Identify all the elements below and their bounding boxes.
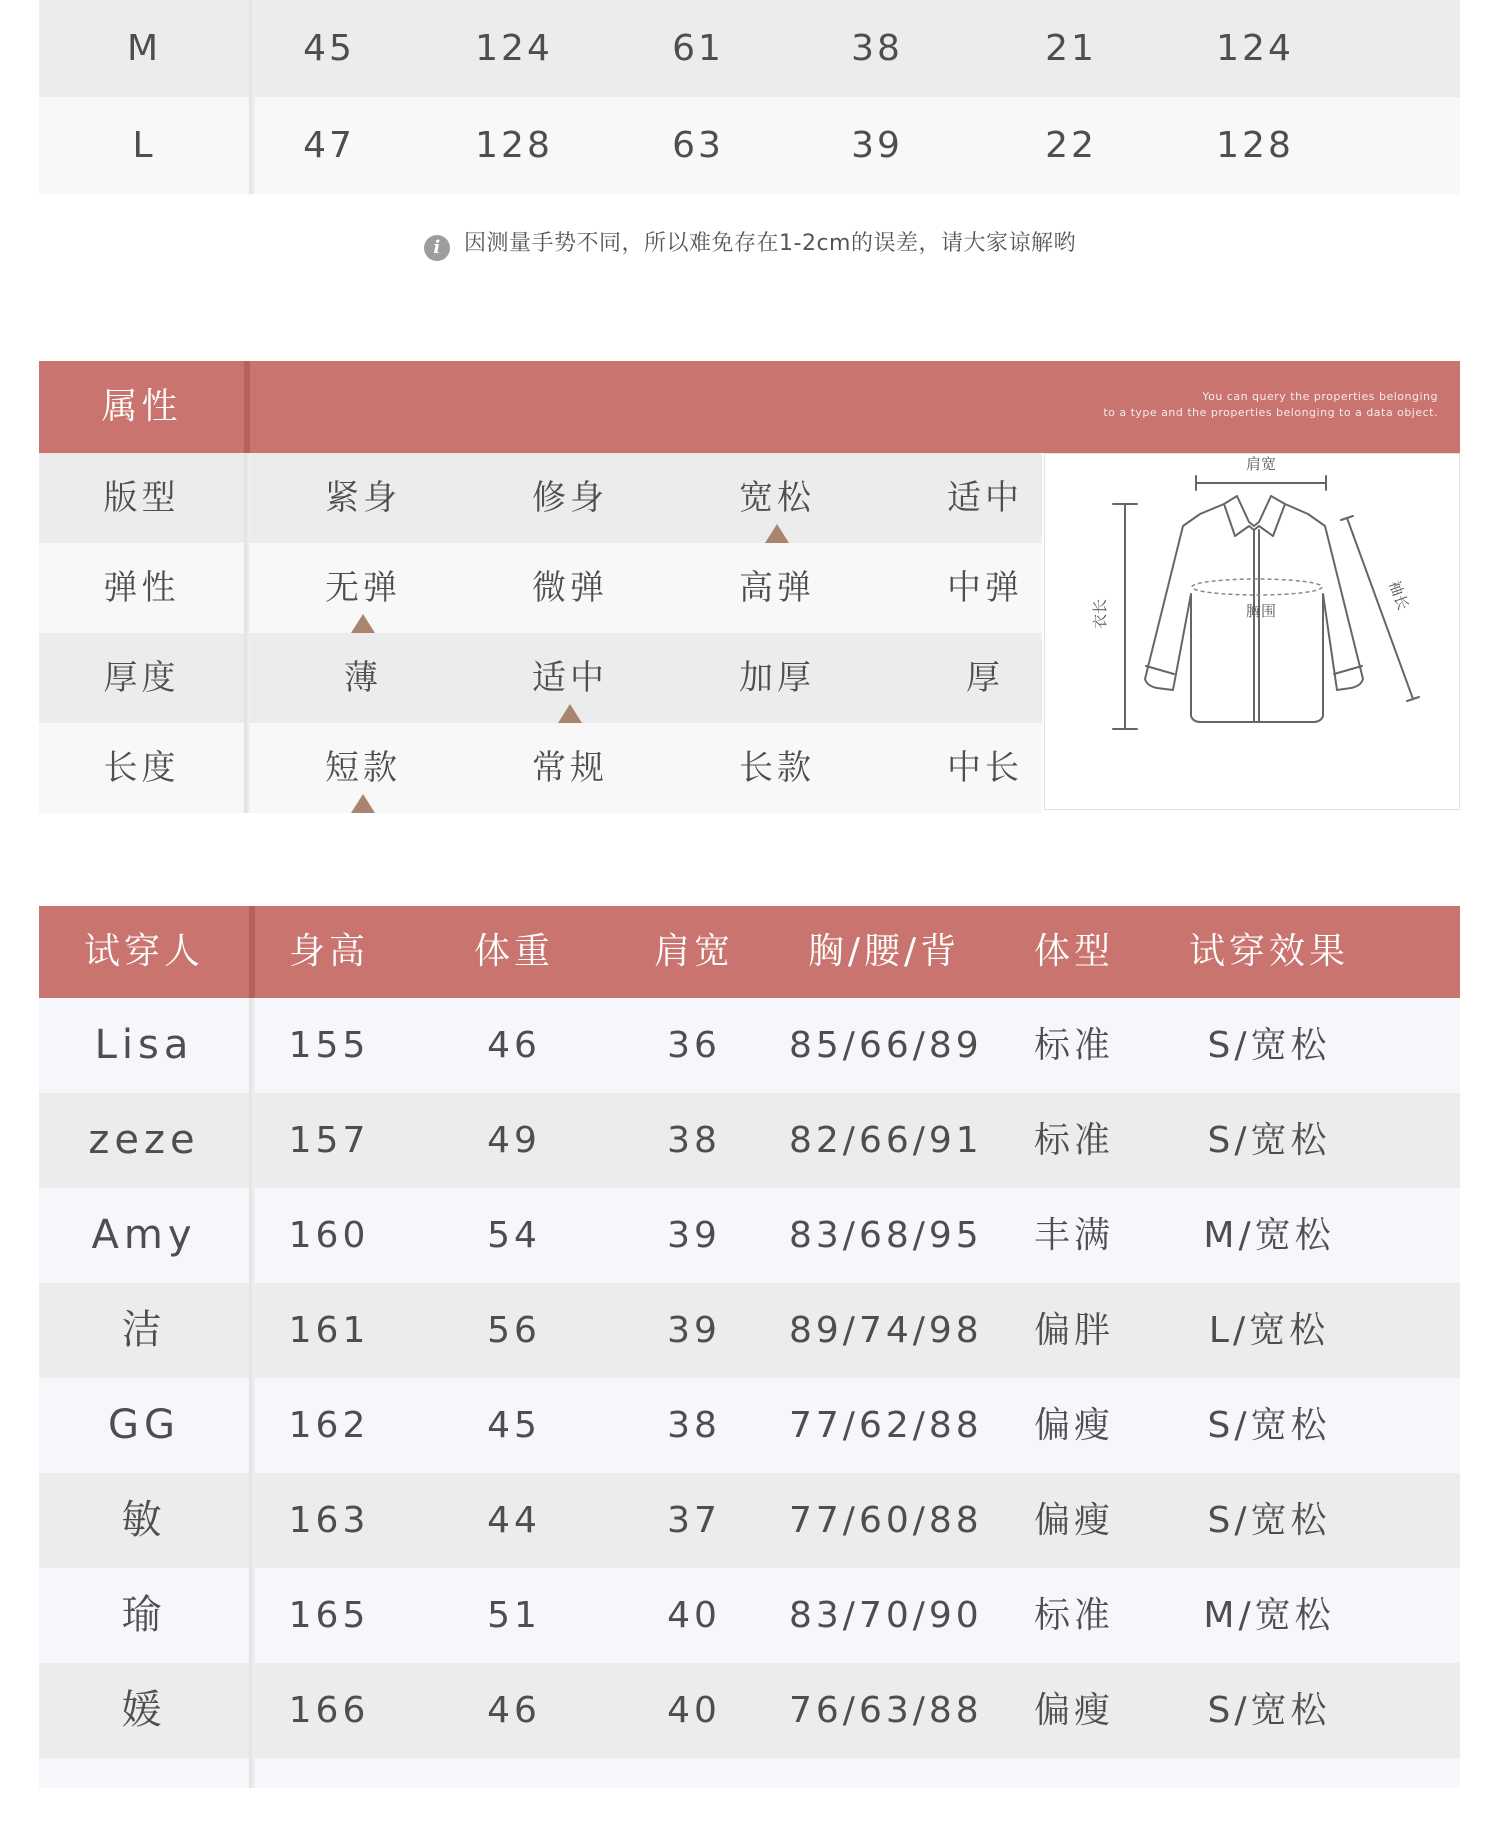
height-value: 161 (288, 1310, 370, 1351)
attribute-option: 紧身 (325, 478, 401, 518)
size-value: 124 (475, 28, 553, 69)
attribute-option: 高弹 (739, 568, 815, 608)
fit-effect-value: S/宽松 (1207, 1025, 1331, 1066)
size-row-m (39, 0, 1460, 97)
table-row (39, 1283, 1460, 1378)
body-type-value: 标准 (1033, 1595, 1114, 1636)
weight-value: 46 (487, 1025, 541, 1066)
tester-name: 洁 (121, 1307, 167, 1353)
shoulder-value: 39 (667, 1215, 721, 1256)
size-value: 63 (672, 125, 724, 166)
tester-name: Lisa (94, 1022, 194, 1068)
column-divider (249, 1283, 255, 1378)
shoulder-value: 40 (667, 1595, 721, 1636)
shoulder-value: 36 (667, 1025, 721, 1066)
column-divider (249, 97, 255, 194)
shoulder-value: 38 (667, 1120, 721, 1161)
fitting-header (39, 906, 1460, 998)
size-value: 128 (1216, 125, 1294, 166)
column-divider (244, 361, 250, 453)
weight-value: 46 (487, 1690, 541, 1731)
height-value: 162 (288, 1405, 370, 1446)
body-type-value: 偏胖 (1033, 1310, 1114, 1351)
size-table (39, 0, 1460, 195)
attribute-row-elasticity (39, 543, 1042, 633)
weight-value: 45 (487, 1405, 541, 1446)
info-icon: i (424, 235, 450, 261)
column-divider (249, 906, 255, 998)
attribute-option: 短款 (325, 748, 401, 788)
column-divider (249, 1568, 255, 1663)
fit-effect-value: M/宽松 (1203, 1595, 1335, 1636)
height-value: 155 (288, 1025, 370, 1066)
shoulder-value: 38 (667, 1405, 721, 1446)
body-type-value: 丰满 (1033, 1215, 1114, 1256)
attribute-header (39, 361, 1460, 453)
fit-effect-value: M/宽松 (1203, 1215, 1335, 1256)
jacket-measurement-diagram (1044, 453, 1460, 810)
attribute-option: 无弹 (325, 568, 401, 608)
attribute-option: 加厚 (739, 658, 815, 698)
size-label: M (126, 28, 162, 69)
header-weight: 体重 (473, 931, 554, 972)
attribute-name: 弹性 (103, 568, 180, 608)
fit-effect-value: S/宽松 (1207, 1690, 1331, 1731)
attribute-caption (1103, 389, 1438, 421)
size-value: 61 (672, 28, 724, 69)
column-divider (244, 543, 250, 633)
measurements-value: 82/66/91 (789, 1120, 983, 1161)
size-value: 22 (1045, 125, 1097, 166)
table-row (39, 1758, 1460, 1788)
caption-line: You can query the properties belonging (1202, 390, 1438, 403)
size-value: 128 (475, 125, 553, 166)
attribute-option: 宽松 (739, 478, 815, 518)
measurements-value: 83/70/90 (789, 1595, 983, 1636)
column-divider (249, 0, 255, 97)
body-type-value: 偏瘦 (1033, 1405, 1114, 1446)
column-divider (249, 1473, 255, 1568)
shoulder-value: 37 (667, 1500, 721, 1541)
body-type-value: 标准 (1033, 1120, 1114, 1161)
attribute-row-thickness (39, 633, 1042, 723)
table-row (39, 1473, 1460, 1568)
table-row (39, 998, 1460, 1093)
body-type-value: 偏瘦 (1033, 1690, 1114, 1731)
attribute-option: 常规 (532, 748, 608, 788)
attribute-option: 适中 (532, 658, 608, 698)
note-text: 因测量手势不同，所以难免存在1-2cm的误差，请大家谅解哟 (464, 231, 1076, 256)
jacket-outline-illustration (1045, 454, 1459, 809)
header-tester: 试穿人 (83, 931, 204, 972)
column-divider (249, 998, 255, 1093)
body-type-value: 偏瘦 (1033, 1500, 1114, 1541)
shoulder-value: 39 (667, 1310, 721, 1351)
column-divider (249, 1378, 255, 1473)
attribute-name: 厚度 (103, 658, 180, 698)
fit-effect-value: S/宽松 (1207, 1405, 1331, 1446)
weight-value: 49 (487, 1120, 541, 1161)
size-value: 39 (851, 125, 903, 166)
fit-effect-value: S/宽松 (1207, 1120, 1331, 1161)
size-value: 45 (303, 28, 355, 69)
column-divider (249, 1663, 255, 1758)
measurement-note (0, 226, 1500, 261)
tester-name: 敏 (121, 1497, 167, 1543)
fitting-table (39, 906, 1460, 1801)
size-label: L (132, 125, 156, 166)
column-divider (244, 633, 250, 723)
fit-effect-value: S/宽松 (1207, 1500, 1331, 1541)
measurements-value: 77/60/88 (789, 1500, 983, 1541)
column-divider (249, 1758, 255, 1788)
selected-marker-icon (351, 614, 375, 633)
size-value: 38 (851, 28, 903, 69)
attribute-option: 长款 (739, 748, 815, 788)
weight-value: 54 (487, 1215, 541, 1256)
attribute-option: 中长 (947, 748, 1023, 788)
height-value: 166 (288, 1690, 370, 1731)
weight-value: 44 (487, 1500, 541, 1541)
tester-name: 媛 (121, 1687, 167, 1733)
tester-name: Amy (91, 1212, 197, 1258)
selected-marker-icon (765, 524, 789, 543)
sleeve-length-label: 袖长 (1385, 578, 1413, 613)
column-divider (249, 1188, 255, 1283)
height-value: 165 (288, 1595, 370, 1636)
size-row-l (39, 97, 1460, 194)
attribute-name: 版型 (103, 478, 180, 518)
table-row (39, 1663, 1460, 1758)
header-body-type: 体型 (1033, 931, 1114, 972)
measurements-value: 85/66/89 (789, 1025, 983, 1066)
column-divider (244, 453, 250, 543)
table-row (39, 1568, 1460, 1663)
attribute-row-length (39, 723, 1042, 813)
header-height: 身高 (288, 931, 369, 972)
body-type-value: 标准 (1033, 1025, 1114, 1066)
weight-value: 51 (487, 1595, 541, 1636)
height-value: 163 (288, 1500, 370, 1541)
attribute-option: 薄 (344, 658, 382, 698)
height-value: 157 (288, 1120, 370, 1161)
measurements-value: 77/62/88 (789, 1405, 983, 1446)
column-divider (249, 1093, 255, 1188)
table-row (39, 1188, 1460, 1283)
measurements-value: 83/68/95 (789, 1215, 983, 1256)
size-value: 47 (303, 125, 355, 166)
body-length-label: 衣长 (1091, 598, 1109, 630)
chest-label: 胸围 (1245, 602, 1277, 620)
attribute-option: 微弹 (532, 568, 608, 608)
measurements-value: 89/74/98 (789, 1310, 983, 1351)
table-row (39, 1093, 1460, 1188)
attribute-option: 修身 (532, 478, 608, 518)
fit-effect-value: L/宽松 (1208, 1310, 1330, 1351)
column-divider (244, 723, 250, 813)
attribute-row-fit (39, 453, 1042, 543)
size-value: 124 (1216, 28, 1294, 69)
header-measurements: 胸/腰/背 (807, 931, 961, 972)
table-row (39, 1378, 1460, 1473)
attribute-option: 中弹 (947, 568, 1023, 608)
attribute-section (39, 361, 1460, 810)
tester-name: 瑜 (121, 1592, 167, 1638)
header-shoulder: 肩宽 (653, 931, 734, 972)
height-value: 160 (288, 1215, 370, 1256)
selected-marker-icon (558, 704, 582, 723)
weight-value: 56 (487, 1310, 541, 1351)
attribute-title: 属性 (101, 386, 182, 427)
fitting-rows (39, 998, 1460, 1788)
header-fit-effect: 试穿效果 (1188, 931, 1349, 972)
shoulder-value: 40 (667, 1690, 721, 1731)
shoulder-width-label: 肩宽 (1245, 455, 1277, 473)
attribute-option: 厚 (966, 658, 1004, 698)
caption-line: to a type and the properties belonging to a data object. (1103, 406, 1438, 419)
attribute-name: 长度 (103, 748, 180, 788)
attribute-option: 适中 (947, 478, 1023, 518)
size-value: 21 (1045, 28, 1097, 69)
selected-marker-icon (351, 794, 375, 813)
tester-name: zeze (88, 1117, 200, 1163)
tester-name: GG (108, 1402, 180, 1448)
measurements-value: 76/63/88 (789, 1690, 983, 1731)
